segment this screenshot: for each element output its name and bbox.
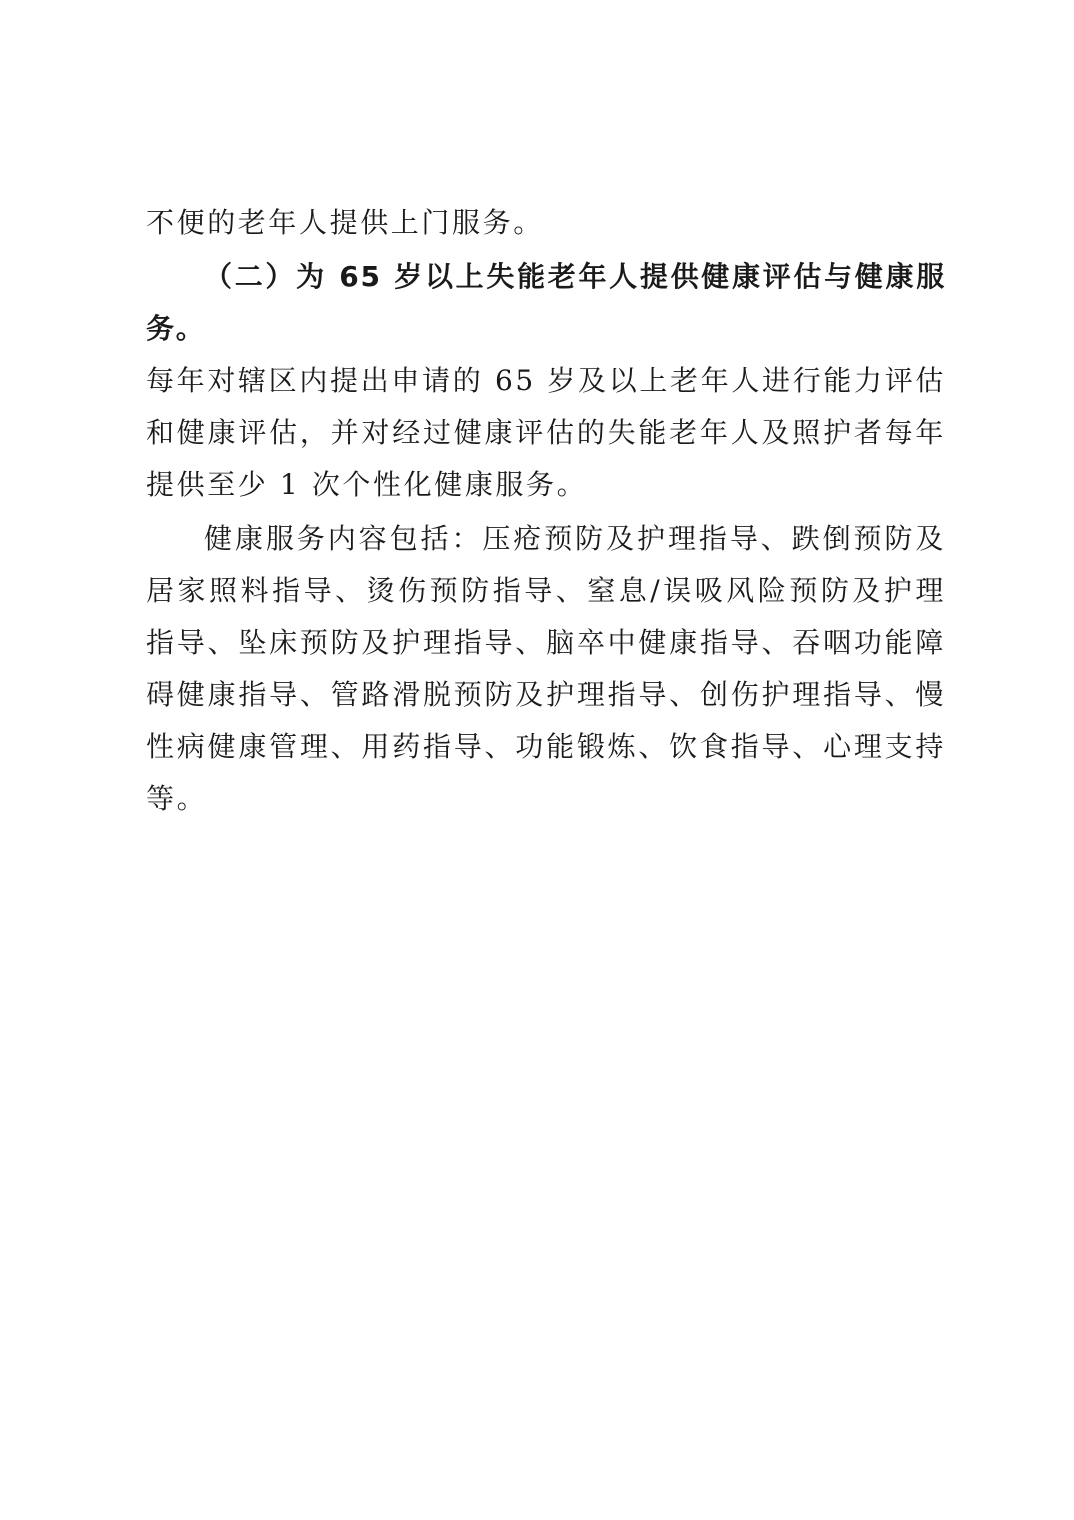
document-body: [146, 197, 946, 825]
services-paragraph: 健康服务内容包括：压疮预防及护理指导、跌倒预防及居家照料指导、烫伤预防指导、窒息/误吸风险预防及护理指导、坠床预防及护理指导、脑卒中健康指导、吞咽功能障碍健康指导、管路滑脱预防及护理指导、创伤护理指导、慢性病健康管理、用药指导、功能锻炼、饮食指导、心理支持等。: [146, 522, 946, 815]
section-heading: （二）为 65 岁以上失能老年人提供健康评估与健康服务。: [146, 260, 946, 345]
section-body: 每年对辖区内提出申请的 65 岁及以上老年人进行能力评估和健康评估，并对经过健康评估的失能老年人及照护者每年提供至少 1 次个性化健康服务。: [146, 364, 946, 501]
paragraph-continuation: 不便的老年人提供上门服务。: [146, 206, 544, 239]
